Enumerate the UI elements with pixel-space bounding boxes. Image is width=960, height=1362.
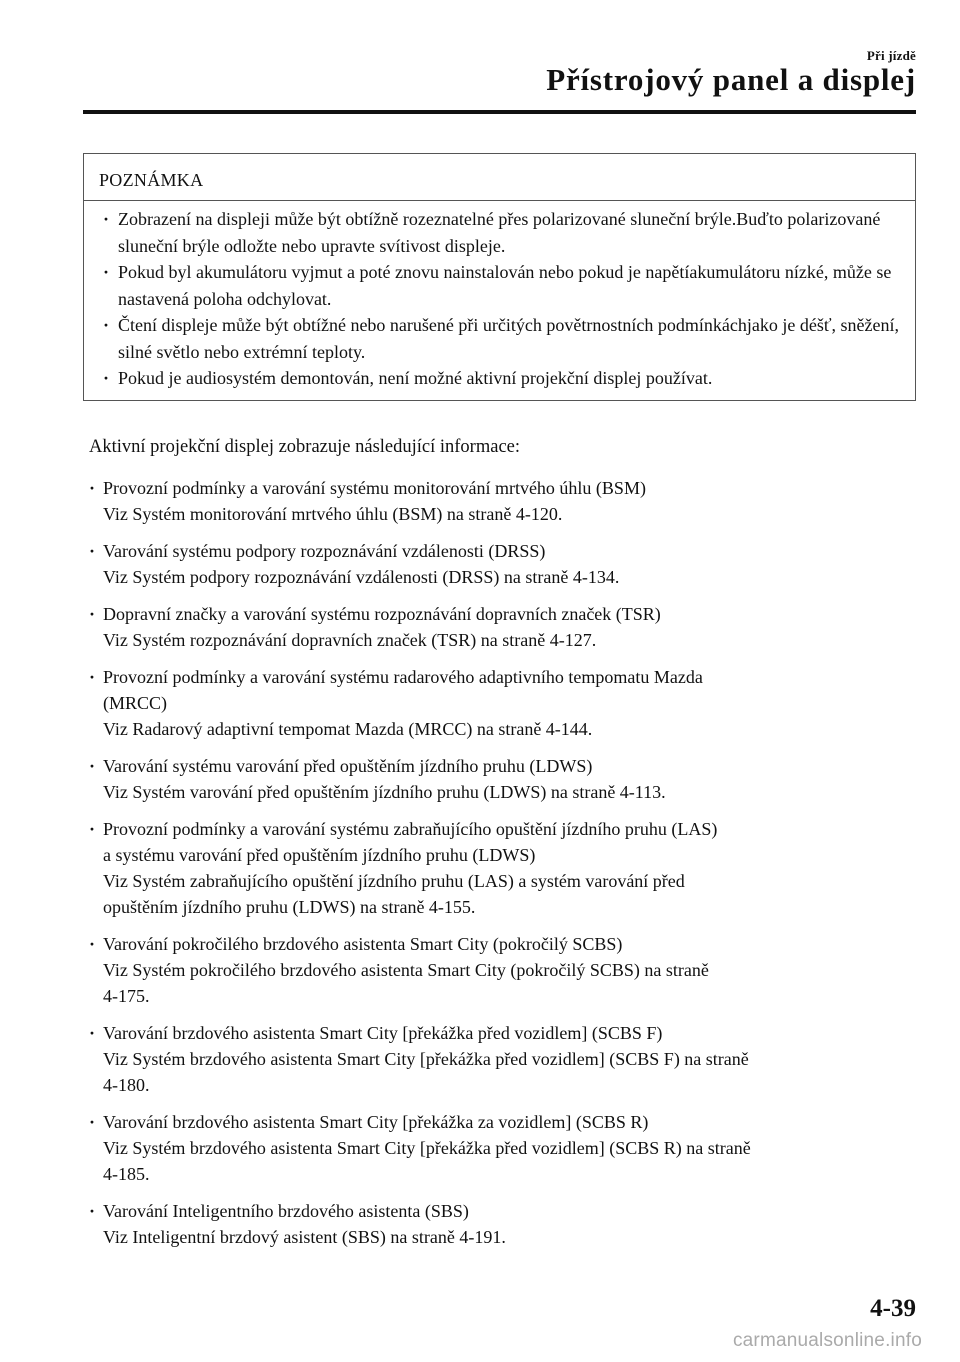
list-item-line: (MRCC)	[103, 693, 168, 713]
note-item-line: Čtení displeje může být obtížné nebo narušené při určitých povětrnostních podmínkách	[118, 315, 747, 335]
list-item-line: Viz Inteligentní brzdový asistent (SBS) na straně 4-191.	[103, 1227, 506, 1247]
list-item-line: 4-185.	[103, 1164, 150, 1184]
note-heading: POZNÁMKA	[84, 154, 915, 201]
list-item-line: Viz Systém podpory rozpoznávání vzdálenosti (DRSS) na straně 4-134.	[103, 567, 620, 587]
list-item-line: Viz Systém brzdového asistenta Smart City [překážka před vozidlem] (SCBS R) na straně	[103, 1138, 751, 1158]
note-item	[103, 206, 905, 259]
list-item-line: · Varování brzdového asistenta Smart City [překážka před vozidlem] (SCBS F)	[103, 1023, 663, 1043]
list-item	[89, 1020, 914, 1098]
list-item-line: · Varování brzdového asistenta Smart City [překážka za vozidlem] (SCBS R)	[103, 1112, 649, 1132]
list-item-line: · Provozní podmínky a varování systému radarového adaptivního tempomatu Mazda	[103, 667, 703, 687]
intro-text: Aktivní projekční displej zobrazuje následující informace:	[89, 437, 521, 457]
list-item-line: 4-180.	[103, 1075, 150, 1095]
list-item-line: · Varování systému varování před opuštěním jízdního pruhu (LDWS)	[103, 756, 593, 776]
note-item	[103, 259, 905, 312]
list-item	[89, 753, 914, 805]
note-box	[83, 153, 916, 401]
list-item	[89, 931, 914, 1009]
note-list	[84, 201, 915, 392]
page-title: Přístrojový panel a displej	[546, 62, 916, 97]
list-item-line: Viz Systém rozpoznávání dopravních značek (TSR) na straně 4-127.	[103, 630, 597, 650]
list-item-line: Viz Systém monitorování mrtvého úhlu (BSM) na straně 4-120.	[103, 504, 563, 524]
list-item-line: Viz Systém pokročilého brzdového asistenta Smart City (pokročilý SCBS) na straně	[103, 960, 709, 980]
note-item	[103, 312, 905, 365]
header-rule	[83, 110, 916, 114]
page-number: 4-39	[870, 1295, 916, 1322]
list-item	[89, 601, 914, 653]
list-item-line: opuštěním jízdního pruhu (LDWS) na straně 4-155.	[103, 897, 476, 917]
list-item	[89, 538, 914, 590]
note-item-line: Pokud byl akumulátoru vyjmut a poté znovu nainstalován nebo pokud je napětí	[118, 262, 690, 282]
note-item-line: Buďto polarizované sluneční brýle odložte nebo upravte svítivost displeje.	[118, 209, 881, 256]
list-item-line: · Varování pokročilého brzdového asistenta Smart City (pokročilý SCBS)	[103, 934, 623, 954]
list-item-line: Viz Systém varování před opuštěním jízdního pruhu (LDWS) na straně 4-113.	[103, 782, 666, 802]
note-item-line: Zobrazení na displeji může být obtížně rozeznatelné přes polarizované sluneční brýle.	[118, 209, 737, 229]
list-item	[89, 1109, 914, 1187]
list-item-line: · Provozní podmínky a varování systému zabraňujícího opuštění jízdního pruhu (LAS)	[103, 819, 718, 839]
note-item-line: akumulátoru nízké, může se nastavená poloha odchylovat.	[118, 262, 892, 309]
list-item	[89, 816, 914, 920]
list-item-line: · Provozní podmínky a varování systému monitorování mrtvého úhlu (BSM)	[103, 478, 646, 498]
list-item	[89, 475, 914, 527]
list-item-line: Viz Radarový adaptivní tempomat Mazda (MRCC) na straně 4-144.	[103, 719, 593, 739]
info-list	[89, 475, 914, 1261]
note-item-line: Pokud je audiosystém demontován, není možné aktivní projekční displej používat.	[118, 368, 713, 388]
header-section-label: Při jízdě	[866, 48, 916, 63]
watermark: carmanualsonline.info	[732, 1330, 922, 1351]
list-item-line: a systému varování před opuštěním jízdního pruhu (LDWS)	[103, 845, 536, 865]
note-item	[103, 365, 905, 392]
note-item-line: jako je déšť, sněžení, silné světlo nebo extrémní teploty.	[118, 315, 899, 362]
list-item	[89, 1198, 914, 1250]
list-item	[89, 664, 914, 742]
list-item-line: Viz Systém brzdového asistenta Smart City [překážka před vozidlem] (SCBS F) na straně	[103, 1049, 749, 1069]
list-item-line: · Varování Inteligentního brzdového asistenta (SBS)	[103, 1201, 469, 1221]
list-item-line: · Varování systému podpory rozpoznávání vzdálenosti (DRSS)	[103, 541, 546, 561]
list-item-line: 4-175.	[103, 986, 150, 1006]
list-item-line: Viz Systém zabraňujícího opuštění jízdního pruhu (LAS) a systém varování před	[103, 871, 685, 891]
list-item-line: · Dopravní značky a varování systému rozpoznávání dopravních značek (TSR)	[103, 604, 661, 624]
